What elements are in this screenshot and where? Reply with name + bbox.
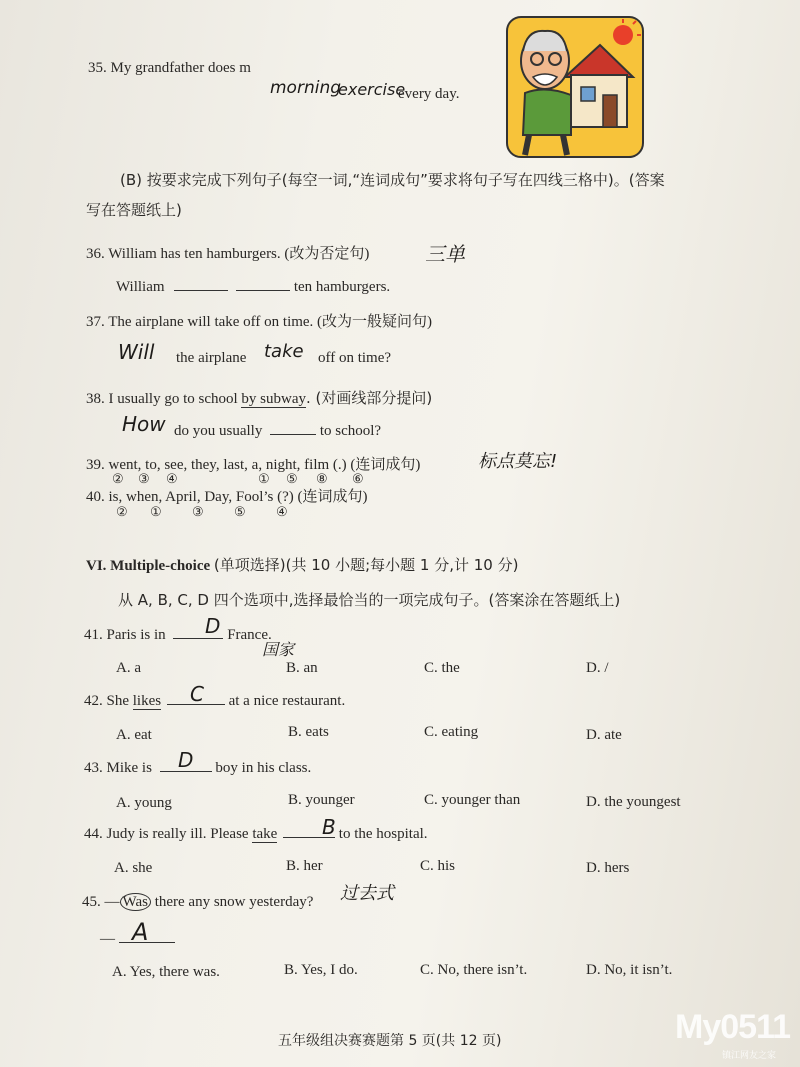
option-c[interactable]: C. younger than xyxy=(424,792,521,808)
question-36-answer-line: William ten hamburgers. xyxy=(116,276,390,297)
question-number: 41. xyxy=(84,627,103,643)
question-text: My grandfather does m xyxy=(110,60,251,76)
question-number: 45. xyxy=(82,894,101,910)
question-number: 38. xyxy=(86,391,105,407)
option-b[interactable]: B. younger xyxy=(288,792,355,808)
answer-blank[interactable] xyxy=(236,276,290,291)
handwritten-note: 国家 xyxy=(262,640,295,659)
answer-blank[interactable] xyxy=(270,420,316,435)
question-38-answer-line: do you usually to school? xyxy=(174,420,381,441)
question-38: 38. I usually go to school by subway. (对画线部分提问) xyxy=(86,389,433,407)
option-d[interactable]: D. the youngest xyxy=(586,794,681,810)
handwritten-answer: B xyxy=(322,815,336,839)
question-41: 41. Paris is in France. xyxy=(84,624,272,645)
option-a[interactable]: A. she xyxy=(114,860,153,876)
question-35 xyxy=(88,58,251,78)
site-watermark-logo: My0511 xyxy=(675,1008,790,1046)
question-45: 45. — Was there any snow yesterday? xyxy=(82,894,314,910)
option-a[interactable]: A. Yes, there was. xyxy=(112,964,220,980)
option-d[interactable]: D. / xyxy=(586,660,609,676)
question-number: 43. xyxy=(84,760,103,776)
question-45-answer-line: — xyxy=(100,928,175,949)
handwritten-answer: Will xyxy=(118,340,155,364)
handwritten-answer: D xyxy=(178,748,194,772)
question-text-end: every day. xyxy=(398,86,460,102)
option-b[interactable]: B. her xyxy=(286,858,323,874)
section-b-instruction-cont: 写在答题纸上) xyxy=(86,201,182,219)
option-d[interactable]: D. hers xyxy=(586,860,630,876)
option-b[interactable]: B. an xyxy=(286,660,318,676)
page-footer: 五年级组决赛赛题第 5 页(共 12 页) xyxy=(278,1033,502,1049)
grandfather-house-illustration xyxy=(505,15,645,160)
question-42: 42. She likes at a nice restaurant. xyxy=(84,690,345,711)
question-text: William has ten hamburgers. (改为否定句) xyxy=(108,246,370,262)
question-39 xyxy=(86,455,420,475)
section-vi-heading xyxy=(86,555,518,576)
handwritten-answer: take xyxy=(264,341,304,362)
question-text-end: off on time? xyxy=(318,350,392,366)
question-43: 43. Mike is boy in his class. xyxy=(84,757,311,778)
question-text: went, to, see, they, last, a, night, film (.) (连词成句) xyxy=(108,457,421,473)
option-c[interactable]: C. eating xyxy=(424,724,479,740)
underlined-word: likes xyxy=(132,693,162,709)
underlined-phrase: by subway xyxy=(241,391,306,407)
underlined-word: take xyxy=(252,826,278,842)
question-number: 42. xyxy=(84,693,103,709)
question-text: I usually go to school xyxy=(108,391,238,407)
circled-word: Was xyxy=(120,893,151,911)
question-text: The airplane will take off on time. (改为一般疑问句) xyxy=(108,314,433,330)
option-d[interactable]: D. ate xyxy=(586,727,622,743)
question-number: 44. xyxy=(84,826,103,842)
section-b-instruction: (B) 按要求完成下列句子(每空一词,“连词成句”要求将句子写在四线三格中)。(答案 xyxy=(120,171,665,189)
question-number: 36. xyxy=(86,246,105,262)
handwritten-note: 三单 xyxy=(425,242,465,266)
handwritten-answer: morning xyxy=(270,78,342,98)
option-c[interactable]: C. No, there isn’t. xyxy=(420,962,528,978)
question-number: 39. xyxy=(86,457,105,473)
question-37-answer-line: the airplane xyxy=(176,350,247,366)
section-vi-instruction: 从 A, B, C, D 四个选项中,选择最恰当的一项完成句子。(答案涂在答题纸上) xyxy=(118,591,621,609)
question-text: is, when, April, Day, Fool’s (?) (连词成句) xyxy=(108,489,368,505)
question-number: 37. xyxy=(86,314,105,330)
option-a[interactable]: A. eat xyxy=(116,727,152,743)
question-36 xyxy=(86,244,369,264)
exam-page: 35. My grandfather does m morning exercise every day. (B) 按要求完成下列句子(每空一词,“连词成句”要求将句子写在四线三格中)。(答案 写在答题纸上) 36. William has ten hamburgers. (改为否定句) 三单 William ten hamburgers. 37. The airplane will take off on time. (改为一般疑问句) Will the airplane take off on time? 38. I usually go to school by subway. (对画线部分提问) How do you usually to school? 39. went, to, see, they, last, a, night, film (.) (连词成句) 标点莫忘! ② ③ ④ ① ⑤ ⑧ ⑥ 40. is, when, April, Day, Fool’s (?) (连词成句) ② ① ③ ⑤ ④ VI. Multiple-choice (单项选择)(共 10 小题;每小题 1 分,计 10 分) 从 A, B, C, D 四个选项中,选择最恰当的一项完成句子。(答案涂在答题纸上) 41. Paris is in France. D 国家 A. a B. an C. the D. / 42. She likes at a nice restaurant. C A. eat B. eats C. eating D. ate 43. Mike is boy in his class. D A. young B. younger C. younger than D. the youngest 44. Judy is really ill. Please take to the hospital. B A. she B. her C. his D. hers 45. — Was there any snow yesterday? 过去式 — A A. Yes, there was. B. Yes, I do. C. No, there isn’t. D. No, it isn’t. 五年级组决赛赛题第 5 页(共 12 页) My0511 镇江网友之家 xyxy=(0,0,800,1067)
question-40 xyxy=(86,487,368,507)
site-watermark-subtitle: 镇江网友之家 xyxy=(721,1051,776,1061)
option-c[interactable]: C. his xyxy=(420,858,456,874)
handwritten-answer: C xyxy=(190,682,204,706)
question-number: 35. xyxy=(88,60,107,76)
question-44: 44. Judy is really ill. Please take to the hospital. xyxy=(84,823,428,844)
option-a[interactable]: A. a xyxy=(116,660,141,676)
handwritten-answer: exercise xyxy=(338,80,406,99)
question-number: 40. xyxy=(86,489,105,505)
option-c[interactable]: C. the xyxy=(424,660,460,676)
option-a[interactable]: A. young xyxy=(116,795,172,811)
question-37 xyxy=(86,312,432,332)
section-title: VI. Multiple-choice xyxy=(86,558,211,574)
section-description: (单项选择)(共 10 小题;每小题 1 分,计 10 分) xyxy=(213,556,519,574)
handwritten-answer: How xyxy=(122,412,166,436)
handwritten-note: 过去式 xyxy=(340,883,394,904)
option-b[interactable]: B. Yes, I do. xyxy=(284,962,358,978)
handwritten-answer: A xyxy=(132,918,149,946)
option-b[interactable]: B. eats xyxy=(288,724,329,740)
answer-blank[interactable] xyxy=(174,276,228,291)
option-d[interactable]: D. No, it isn’t. xyxy=(586,962,673,978)
handwritten-note: 标点莫忘! xyxy=(478,451,558,472)
handwritten-answer: D xyxy=(205,614,221,638)
